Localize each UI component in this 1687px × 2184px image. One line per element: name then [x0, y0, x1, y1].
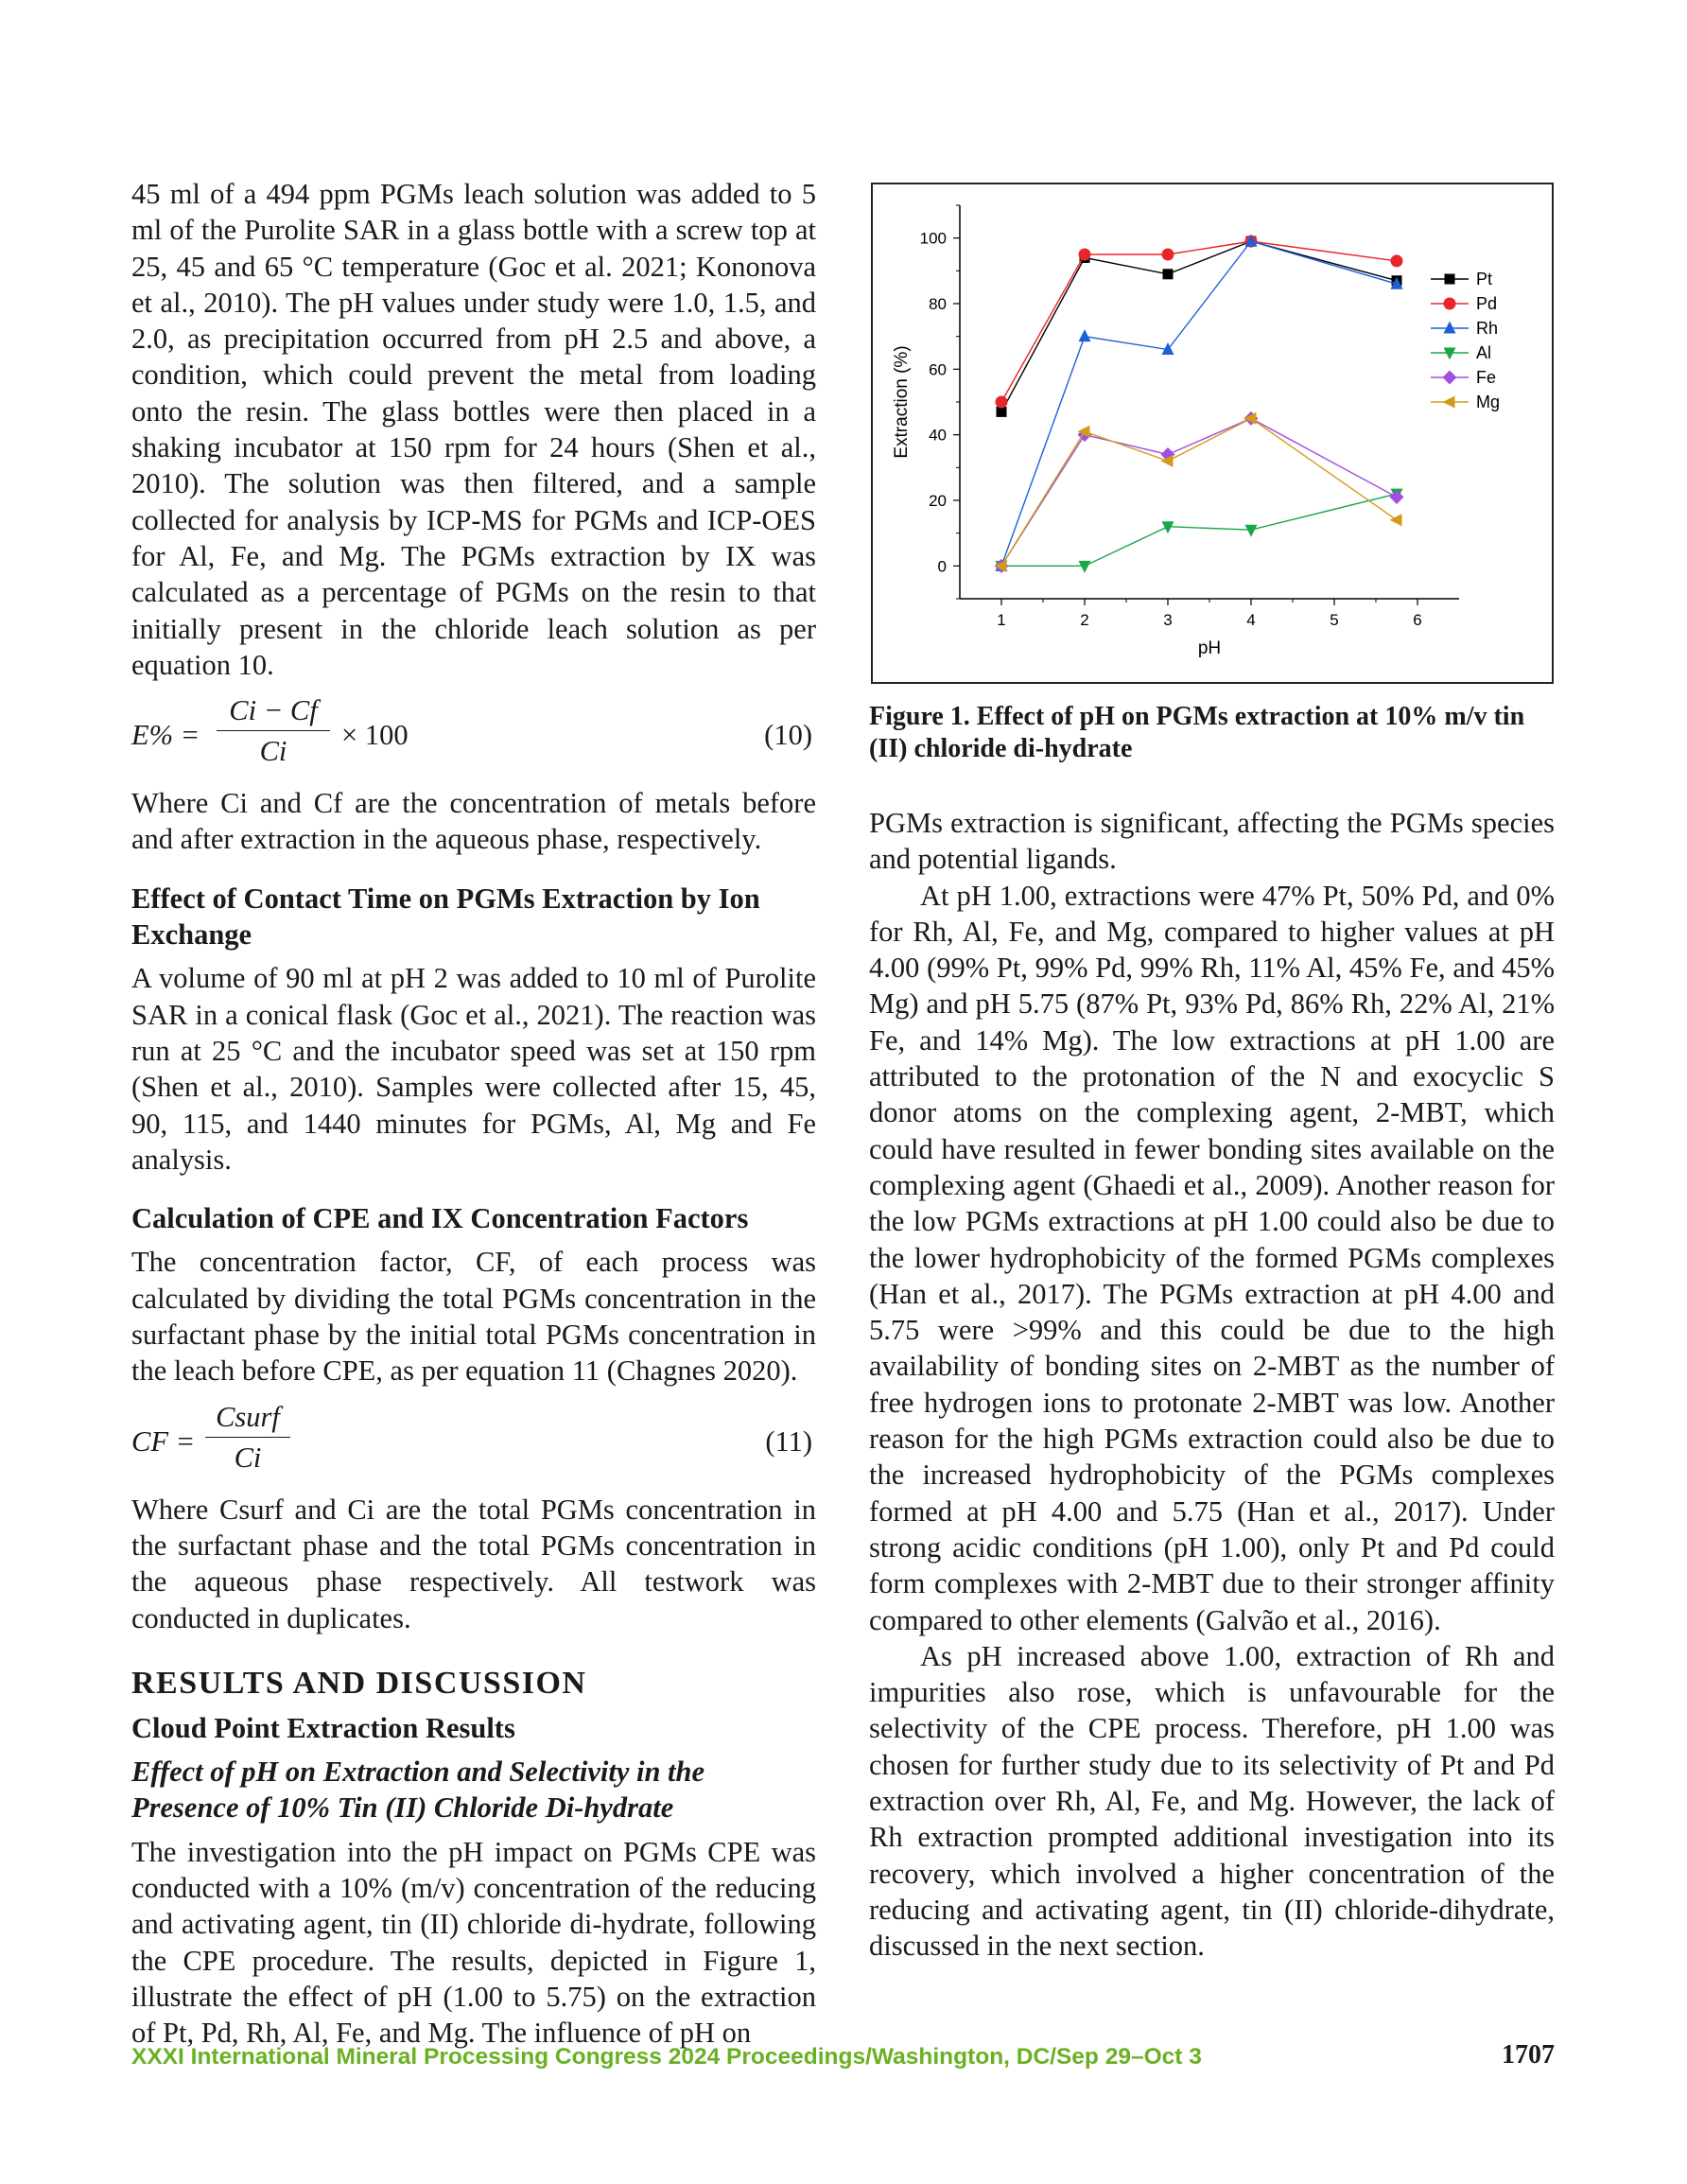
x-axis-label: pH	[1197, 638, 1222, 658]
data-point	[1079, 329, 1091, 341]
series-line	[1001, 241, 1397, 402]
figure-1	[871, 183, 1554, 684]
equation-lhs: CF =	[131, 1424, 196, 1458]
legend-marker	[1444, 298, 1456, 310]
paragraph: As pH increased above 1.00, extraction of Rh and impurities also rose, which is unfavourable for the selectivity of the CPE process. Therefore, pH 1.00 was chosen for further study due to its selectivity of Pt and Pd extraction over Rh, Al, Fe, and Mg. However, the lack of Rh extraction prompted additional investigation into its recovery, which involved a higher concentration of the reducing and activating agent, tin (II) chloride-dihydrate, discussed in the next section.	[869, 1639, 1555, 1963]
legend-marker	[1443, 396, 1455, 409]
data-point	[1391, 254, 1403, 267]
x-tick-label: 5	[1330, 611, 1339, 629]
series-line	[1001, 418, 1397, 566]
equation-11	[131, 1399, 816, 1486]
data-point	[1079, 561, 1091, 573]
x-tick-label: 6	[1413, 611, 1422, 629]
figure-caption: Figure 1. Effect of pH on PGMs extraction at 10% m/v tin (II) chloride di-hydrate	[869, 702, 1525, 763]
legend	[1431, 270, 1500, 411]
series-line	[1001, 241, 1397, 566]
x-tick-label: 1	[997, 611, 1006, 629]
equation-numerator: Csurf	[216, 1400, 280, 1433]
equation-multiplier: × 100	[341, 719, 409, 752]
paragraph: PGMs extraction is significant, affecting the PGMs species and potential ligands.	[869, 807, 1555, 876]
legend-label: Al	[1476, 343, 1492, 362]
legend-marker	[1445, 274, 1455, 285]
equation-fraction	[217, 692, 330, 770]
equation-numerator: Ci − Cf	[229, 694, 318, 727]
left-column	[131, 176, 816, 2051]
section-heading: Calculation of CPE and IX Concentration Factors	[131, 1202, 749, 1235]
subsection-heading: Cloud Point Extraction Results	[131, 1711, 515, 1744]
y-axis-label: Extraction (%)	[892, 345, 912, 459]
page-number: 1707	[1502, 2040, 1555, 2070]
legend-label: Fe	[1476, 368, 1497, 387]
paragraph: A volume of 90 ml at pH 2 was added to 10 ml of Purolite SAR in a conical flask (Goc et al., 2021). The reaction was run at 25 °C and the incubator speed was set at 150 rpm (Shen et al., 2010). Samples were collected after 15, 45, 90, 115, and 1440 minutes for PGMs, Al, Mg and Fe analysis.	[131, 962, 816, 1176]
legend-label: Rh	[1476, 319, 1499, 338]
y-tick-label: 60	[929, 360, 947, 379]
data-point	[1162, 249, 1174, 261]
series-line	[1001, 494, 1397, 566]
equation-denominator: Ci	[234, 1441, 262, 1474]
data-point	[1079, 249, 1091, 261]
data-point	[1163, 269, 1174, 279]
paragraph: The concentration factor, CF, of each process was calculated by dividing the total PGMs concentration in the surfactant phase by the initial total PGMs concentration in the leach before CPE, as per equation 11 (Chagnes 2020).	[131, 1246, 816, 1388]
series-pt	[997, 236, 1402, 417]
series-fe	[995, 411, 1404, 573]
legend-marker	[1444, 348, 1456, 360]
paragraph: At pH 1.00, extractions were 47% Pt, 50% Pd, and 0% for Rh, Al, Fe, and Mg, compared to higher values at pH 4.00 (99% Pt, 99% Pd, 99% Rh, 11% Al, 45% Fe, and 45% Mg) and pH 5.75 (87% Pt, 93% Pd, 86% Rh, 22% Al, 21% Fe, and 14% Mg). The low extractions at pH 1.00 are attributed to the protonation of the N and exocyclic S donor atoms on the complexing agent, 2-MBT, which could have resulted in fewer bonding sites available on the complexing agent (Ghaedi et al., 2009). Another reason for the low PGMs extractions at pH 1.00 could also be due to the lower hydrophobicity of the formed PGMs complexes (Han et al., 2017). The PGMs extraction at pH 4.00 and 5.75 were >99% and this could be due to the high availability of bonding sites on 2-MBT as the number of free hydrogen ions to protonate 2-MBT was low. Another reason for the high PGMs extraction could also be due to the increased hydrophobicity of the PGMs complexes formed at pH 4.00 and 5.75 (Han et al., 2017). Under strong acidic conditions (pH 1.00), only Pt and Pd could form complexes with 2-MBT due to their stronger affinity compared to other elements (Galvão et al., 2016).	[869, 879, 1555, 1636]
extraction-chart	[873, 184, 1552, 682]
section-title: RESULTS AND DISCUSSION	[131, 1665, 587, 1701]
legend-label: Mg	[1476, 393, 1501, 411]
equation-number: (10)	[764, 719, 812, 752]
data-point	[1390, 490, 1404, 504]
series-rh	[996, 235, 1403, 571]
legend-marker	[1443, 371, 1457, 385]
proceedings-title: XXXI International Mineral Processing Congress 2024 Proceedings/Washington, DC/Sep 29–Oct 3	[131, 2044, 1202, 2070]
x-tick-label: 2	[1080, 611, 1089, 629]
equation-10	[131, 692, 816, 779]
section-heading: Effect of Contact Time on PGMs Extraction by Ion Exchange	[131, 882, 760, 952]
page-footer	[131, 2038, 1555, 2076]
right-column	[869, 805, 1555, 1965]
x-tick-label: 4	[1246, 611, 1256, 629]
x-tick-label: 3	[1163, 611, 1173, 629]
legend-label: Pt	[1476, 270, 1493, 288]
y-tick-label: 40	[929, 426, 947, 445]
paragraph: Where Ci and Cf are the concentration of metals before and after extraction in the aqueous phase, respectively.	[131, 787, 816, 856]
paragraph: 45 ml of a 494 ppm PGMs leach solution was added to 5 ml of the Purolite SAR in a glass bottle with a screw top at 25, 45 and 65 °C temperature (Goc et al. 2021; Kononova et al., 2010). The pH values under study were 1.0, 1.5, and 2.0, as precipitation occurred from pH 2.5 and above, a condition, which could prevent the metal from loading onto the resin. The glass bottles were then placed in a shaking incubator at 150 rpm for 24 hours (Shen et al., 2010). The solution was then filtered, and a sample collected for analysis by ICP-MS for PGMs and ICP-OES for Al, Fe, and Mg. The PGMs extraction by IX was calculated as a percentage of PGMs on the resin to that initially present in the chloride leach solution as per equation 10.	[131, 178, 816, 681]
series-mg	[995, 412, 1402, 572]
y-tick-label: 80	[929, 295, 947, 313]
y-tick-label: 20	[929, 492, 947, 510]
paragraph: The investigation into the pH impact on PGMs CPE was conducted with a 10% (m/v) concentration of the reducing and activating agent, tin (II) chloride di-hydrate, following the CPE procedure. The results, depicted in Figure 1, illustrate the effect of pH (1.00 to 5.75) on the extraction of Pt, Pd, Rh, Al, Fe, and Mg. The influence of pH on	[131, 1835, 816, 2050]
subsubsection-heading: Effect of pH on Extraction and Selectivity in the Presence of 10% Tin (II) Chloride Di-hydrate	[131, 1756, 705, 1825]
data-point	[1162, 521, 1174, 533]
data-point	[1245, 525, 1258, 537]
y-tick-label: 100	[919, 229, 947, 248]
series-al	[996, 489, 1403, 573]
legend-marker	[1444, 322, 1456, 334]
equation-fraction	[205, 1399, 290, 1476]
paragraph: Where Csurf and Ci are the total PGMs concentration in the surfactant phase and the total PGMs concentration in the aqueous phase respectively. All testwork was conducted in duplicates.	[131, 1493, 816, 1634]
y-tick-label: 0	[937, 557, 947, 576]
data-point	[996, 396, 1008, 409]
data-point	[997, 407, 1007, 417]
equation-lhs: E% =	[131, 719, 200, 752]
legend-label: Pd	[1476, 294, 1498, 313]
equation-denominator: Ci	[259, 735, 287, 768]
equation-number: (11)	[765, 1424, 812, 1458]
